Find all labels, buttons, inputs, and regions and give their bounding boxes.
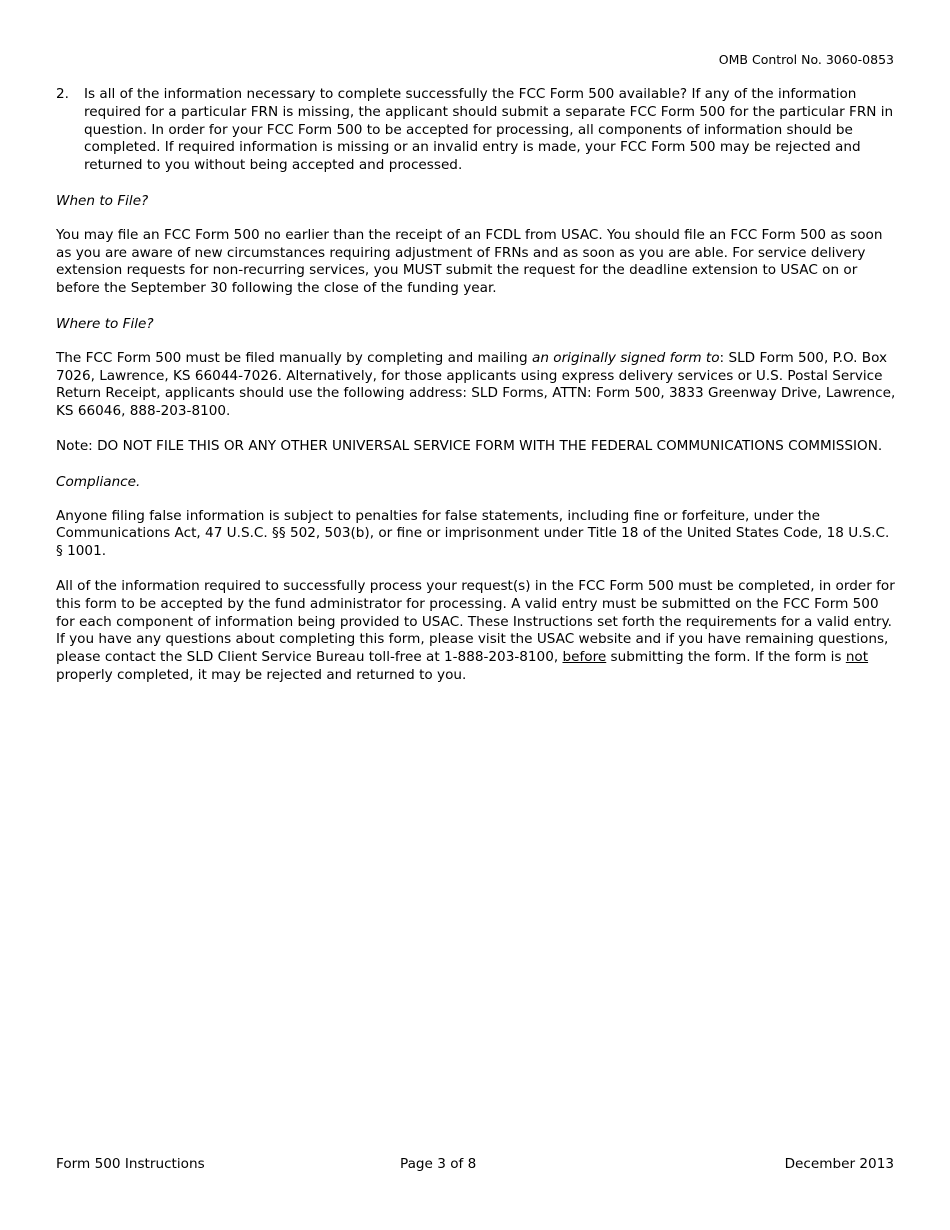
list-item-2 xyxy=(56,86,896,175)
compliance-text-a: All of the information required to successfully process your request(s) in the FCC Form 500 must be completed, in order for this form to be accepted by the fund administrator for processing. A valid entry must be submitted on the FCC Form 500 for each component of information being provided to USAC. These Instructions set forth the requirements for a valid entry. If you have any questions about completing this form, please visit the USAC website and if you have remaining questions, please contact the SLD Client Service Bureau toll-free at 1-888-203-8100, xyxy=(56,577,895,666)
not-underlined: not xyxy=(845,649,869,666)
where-text-pre: The FCC Form 500 must be filed manually by completing and mailing xyxy=(56,349,532,366)
where-to-file-heading: Where to File? xyxy=(56,315,154,332)
footer-form-title: Form 500 Instructions xyxy=(56,1156,205,1172)
compliance-text-c: properly completed, it may be rejected and returned to you. xyxy=(56,666,467,683)
before-underlined: before xyxy=(562,649,607,666)
footer-date: December 2013 xyxy=(784,1156,894,1172)
where-text-italic: an originally signed form to xyxy=(532,349,720,366)
where-text-post: : SLD Form 500, P.O. Box 7026, Lawrence, KS 66044-7026. Alternatively, for those applicants using express delivery services or U.S. Postal Service Return Receipt, applicants should use the following address: SLD Forms, ATTN: Form 500, 3833 Greenway Drive, Lawrence, KS 66046, 888-203-8100. xyxy=(56,349,896,420)
compliance-text-b: submitting the form. If the form is xyxy=(606,649,846,666)
footer-page-number: Page 3 of 8 xyxy=(400,1156,477,1172)
when-to-file-heading: When to File? xyxy=(56,192,149,209)
compliance-heading: Compliance. xyxy=(56,473,141,490)
omb-control-number: OMB Control No. 3060-0853 xyxy=(718,52,894,67)
where-to-file-paragraph xyxy=(56,350,896,421)
document-body xyxy=(56,86,896,685)
list-item-text: Is all of the information necessary to complete successfully the FCC Form 500 available? If any of the information required for a particular FRN is missing, the applicant should submit a separate FCC Form 500 for the particular FRN in question. In order for your FCC Form 500 to be accepted for processing, all components of information should be completed. If required information is missing or an invalid entry is made, your FCC Form 500 may be rejected and returned to you without being accepted and processed. xyxy=(84,86,894,174)
compliance-paragraph-1: Anyone filing false information is subject to penalties for false statements, including fine or forfeiture, under the Communications Act, 47 U.S.C. §§ 502, 503(b), or fine or imprisonment under Title 18 of the United States Code, 18 U.S.C. § 1001. xyxy=(56,507,890,560)
list-item-number: 2. xyxy=(56,86,69,102)
compliance-paragraph-2 xyxy=(56,578,896,685)
fcc-note: Note: DO NOT FILE THIS OR ANY OTHER UNIVERSAL SERVICE FORM WITH THE FEDERAL COMMUNICATIONS COMMISSION. xyxy=(56,437,883,454)
when-to-file-paragraph: You may file an FCC Form 500 no earlier than the receipt of an FCDL from USAC. You should file an FCC Form 500 as soon as you are aware of new circumstances requiring adjustment of FRNs and as soon as you are able. For service delivery extension requests for non-recurring services, you MUST submit the request for the deadline extension to USAC on or before the September 30 following the close of the funding year. xyxy=(56,226,883,297)
